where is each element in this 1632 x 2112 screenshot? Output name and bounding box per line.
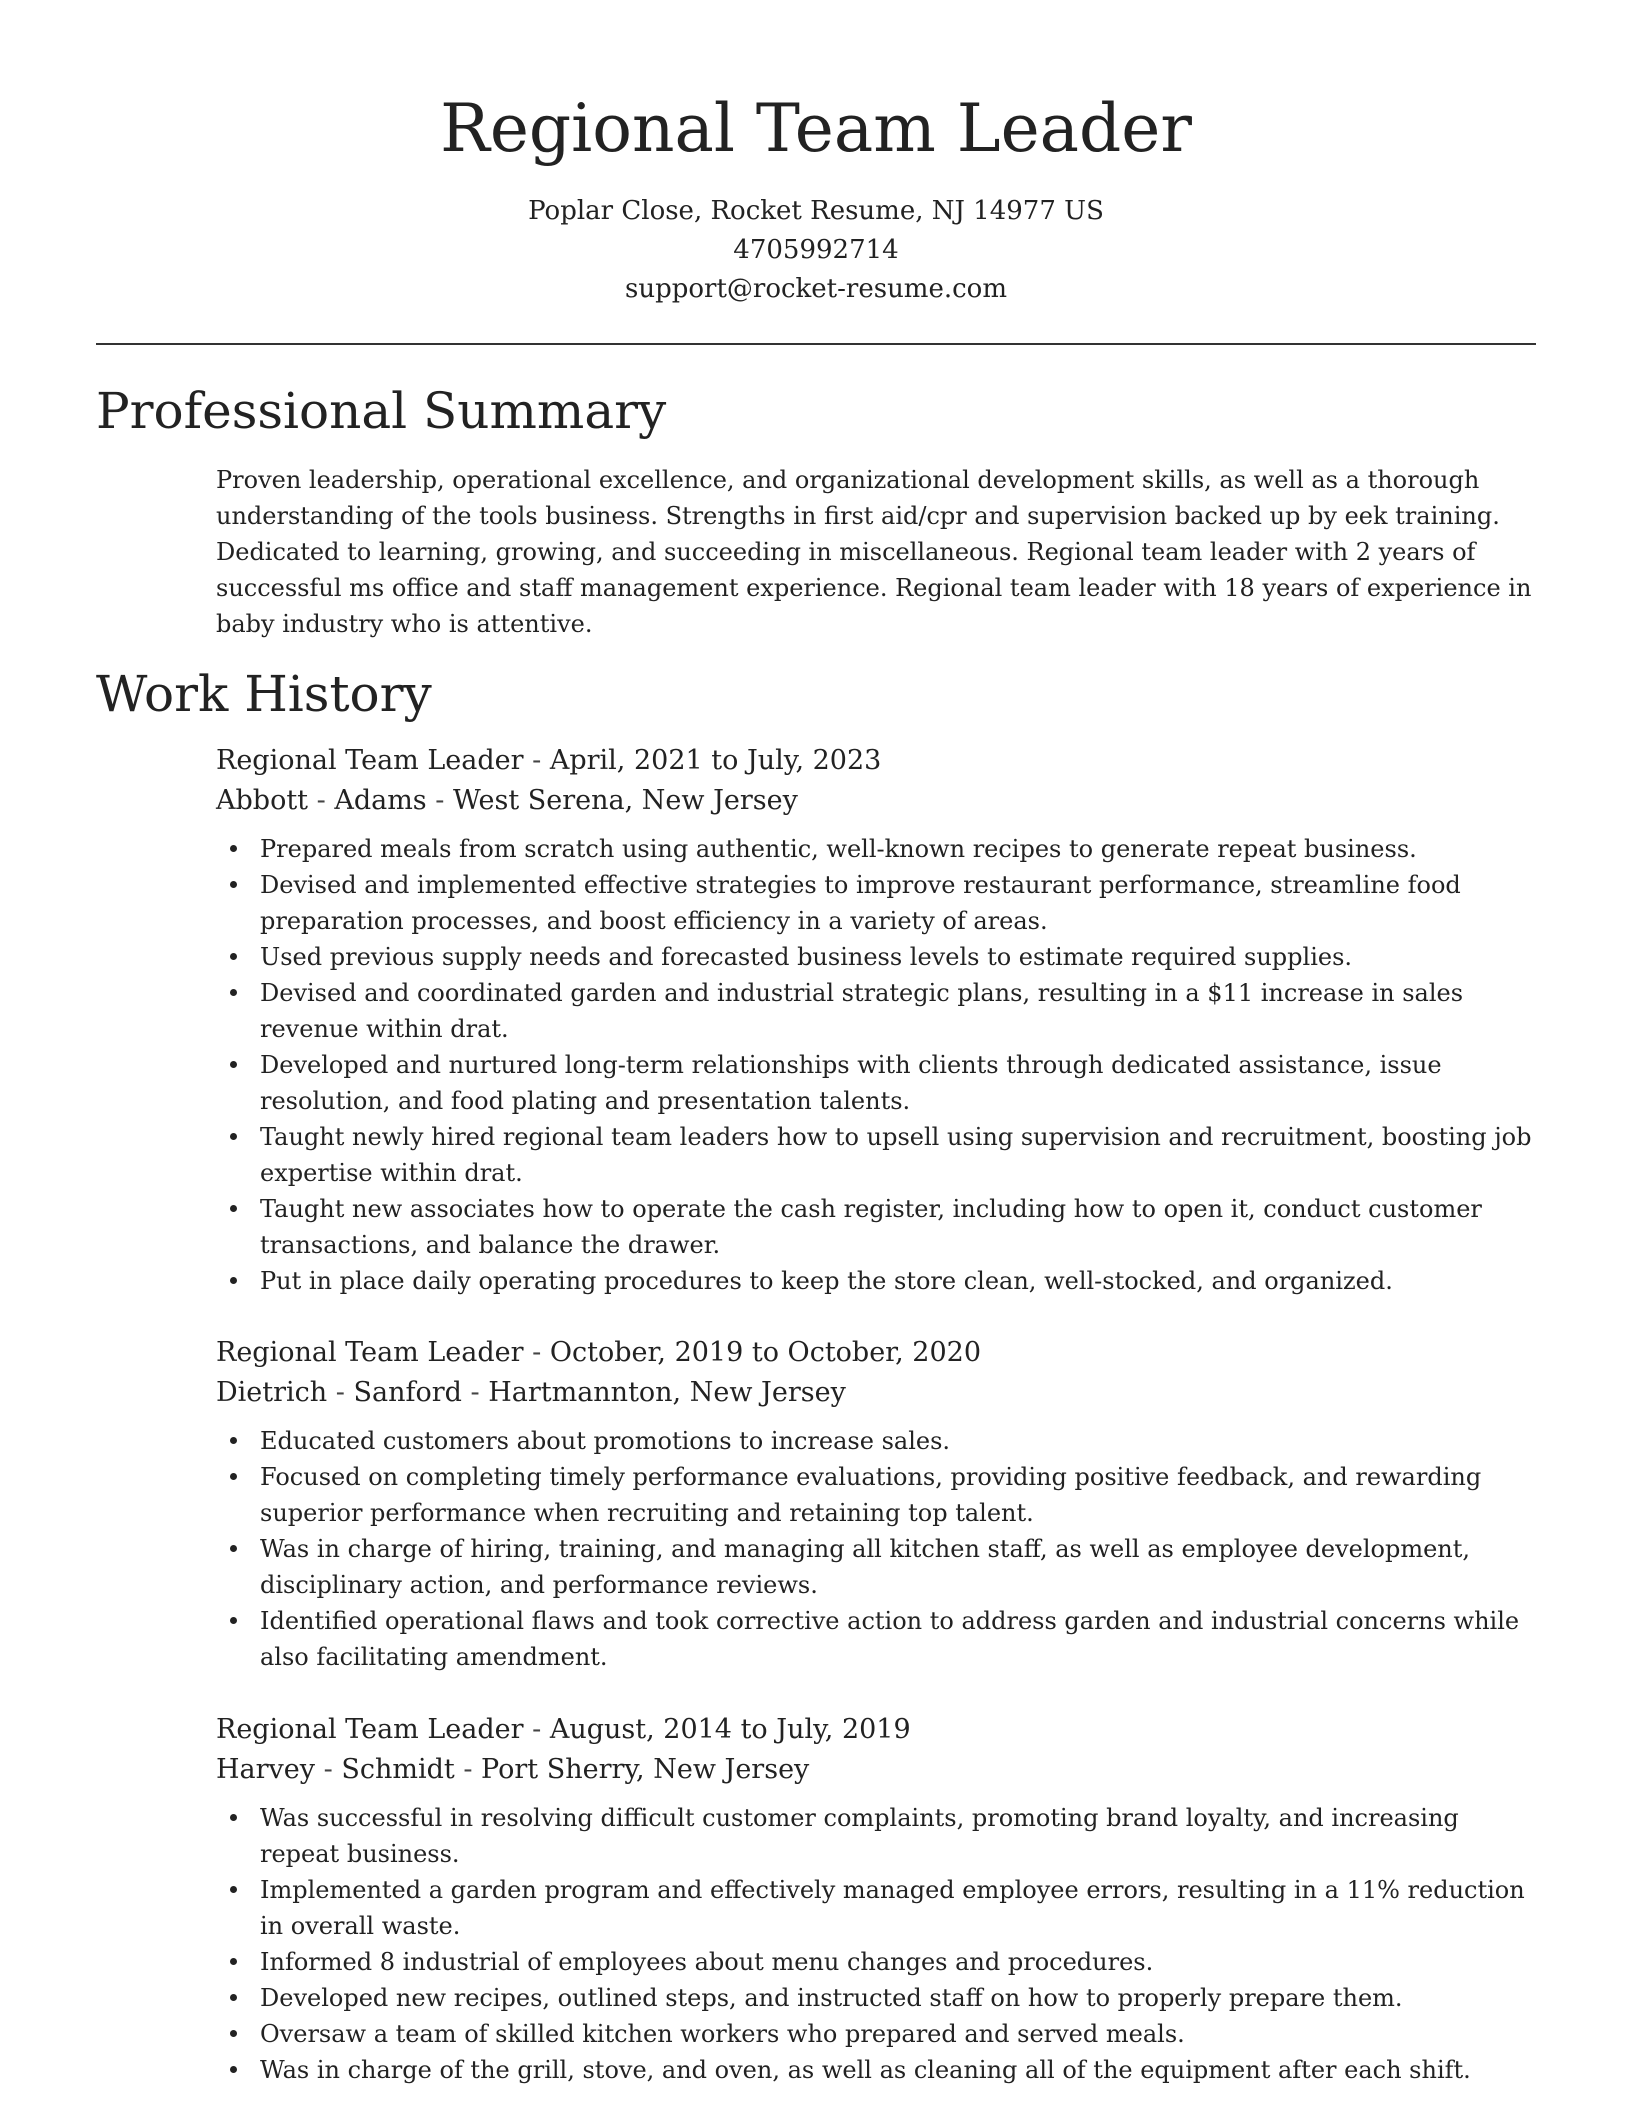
job-location: West Serena, New Jersey	[452, 785, 798, 816]
employer-name: Harvey	[216, 1754, 316, 1785]
summary-text: Proven leadership, operational excellence, and organizational development skills, as well as a thorough understanding of the tools business. Strengths in first aid/cpr and supervision backed up by eek training. Dedicated to learning, growing, and succeeding in miscellaneous. Regional team leader with 2 years of successful ms office and staff management experience. Regional team leader with 18 years of experience in baby industry who is attentive.	[216, 466, 1532, 638]
employer-line: Dietrich - Sanford - Hartmannton, New Jersey	[216, 1377, 846, 1408]
phone-number: 4705992714	[733, 235, 899, 265]
candidate-name: Regional Team Leader	[440, 90, 1192, 167]
job-dates: April, 2021 to July, 2023	[549, 745, 882, 776]
list-item: Taught newly hired regional team leaders how to upsell using supervision and recruitment, boosting job expertise within drat.	[216, 1119, 1536, 1191]
job-bullets	[216, 1423, 1536, 1675]
list-item: Put in place daily operating procedures to keep the store clean, well-stocked, and organized.	[216, 1263, 1536, 1299]
job-title-line: Regional Team Leader - August, 2014 to July, 2019	[216, 1714, 911, 1745]
list-item: Educated customers about promotions to increase sales.	[216, 1423, 1536, 1459]
employer-line: Abbott - Adams - West Serena, New Jersey	[216, 785, 798, 816]
list-item: Identified operational flaws and took corrective action to address garden and industrial concerns while also facilitating amendment.	[216, 1603, 1536, 1675]
employer-name-second: Schmidt	[341, 1754, 455, 1785]
job-title: Regional Team Leader	[216, 745, 524, 776]
resume-header	[0, 0, 1632, 309]
job-bullets	[216, 1800, 1536, 2088]
list-item: Was in charge of hiring, training, and managing all kitchen staff, as well as employee development, disciplinary action, and performance reviews.	[216, 1531, 1536, 1603]
employer-name-second: Adams	[334, 785, 427, 816]
list-item: Was in charge of the grill, stove, and oven, as well as cleaning all of the equipment after each shift.	[216, 2052, 1536, 2088]
job-entry	[216, 1333, 1536, 1675]
job-dates: October, 2019 to October, 2020	[549, 1337, 981, 1368]
employer-line: Harvey - Schmidt - Port Sherry, New Jersey	[216, 1754, 810, 1785]
job-title-line: Regional Team Leader - October, 2019 to October, 2020	[216, 1337, 981, 1368]
job-entry	[216, 1710, 1536, 2088]
list-item: Taught new associates how to operate the cash register, including how to open it, conduct customer transactions, and balance the drawer.	[216, 1191, 1536, 1263]
employer-name: Abbott	[216, 785, 309, 816]
employer-name: Dietrich	[216, 1377, 328, 1408]
address-line: Poplar Close, Rocket Resume, NJ 14977 US	[528, 196, 1104, 226]
list-item: Informed 8 industrial of employees about menu changes and procedures.	[216, 1944, 1536, 1980]
list-item: Developed new recipes, outlined steps, and instructed staff on how to properly prepare them.	[216, 1980, 1536, 2016]
list-item: Oversaw a team of skilled kitchen workers who prepared and served meals.	[216, 2016, 1536, 2052]
email-address: support@rocket-resume.com	[624, 274, 1007, 304]
job-title: Regional Team Leader	[216, 1714, 524, 1745]
list-item: Was successful in resolving difficult customer complaints, promoting brand loyalty, and increasing repeat business.	[216, 1800, 1536, 1872]
list-item: Prepared meals from scratch using authentic, well-known recipes to generate repeat business.	[216, 831, 1536, 867]
job-location: Hartmannton, New Jersey	[488, 1377, 846, 1408]
list-item: Used previous supply needs and forecasted business levels to estimate required supplies.	[216, 939, 1536, 975]
list-item: Implemented a garden program and effectively managed employee errors, resulting in a 11% reduction in overall waste.	[216, 1872, 1536, 1944]
header-divider	[96, 343, 1536, 345]
list-item: Developed and nurtured long-term relationships with clients through dedicated assistance, issue resolution, and food plating and presentation talents.	[216, 1047, 1536, 1119]
summary-heading: Professional Summary	[96, 382, 667, 440]
contact-info	[0, 192, 1632, 309]
list-item: Devised and implemented effective strategies to improve restaurant performance, streamline food preparation processes, and boost efficiency in a variety of areas.	[216, 867, 1536, 939]
job-location: Port Sherry, New Jersey	[481, 1754, 810, 1785]
job-title: Regional Team Leader	[216, 1337, 524, 1368]
job-bullets	[216, 831, 1536, 1299]
job-title-line: Regional Team Leader - April, 2021 to July, 2023	[216, 745, 882, 776]
list-item: Focused on completing timely performance evaluations, providing positive feedback, and rewarding superior performance when recruiting and retaining top talent.	[216, 1459, 1536, 1531]
job-dates: August, 2014 to July, 2019	[549, 1714, 911, 1745]
list-item: Devised and coordinated garden and industrial strategic plans, resulting in a $11 increase in sales revenue within drat.	[216, 975, 1536, 1047]
employer-name-second: Sanford	[353, 1377, 462, 1408]
work-history-heading: Work History	[96, 665, 432, 723]
job-entry	[216, 741, 1536, 1299]
